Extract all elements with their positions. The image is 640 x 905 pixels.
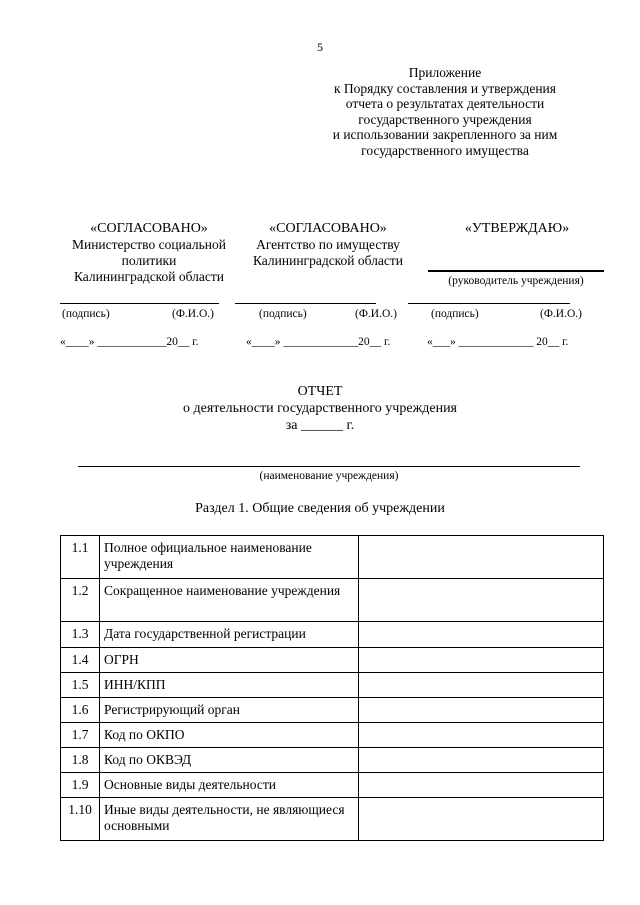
row-number: 1.2 xyxy=(61,579,100,622)
institution-name-line xyxy=(78,466,580,467)
table-row xyxy=(61,698,604,723)
row-number: 1.9 xyxy=(61,773,100,798)
row-number: 1.10 xyxy=(61,798,100,841)
row-value-cell[interactable] xyxy=(359,773,604,798)
row-number: 1.8 xyxy=(61,748,100,773)
page-number: 5 xyxy=(317,40,323,54)
report-title-block xyxy=(120,383,520,434)
approval-block-director xyxy=(428,221,606,237)
row-value-cell[interactable] xyxy=(359,723,604,748)
row-value-cell[interactable] xyxy=(359,579,604,622)
row-label: Иные виды деятельности, не являющиеся основными xyxy=(100,798,359,841)
row-number: 1.7 xyxy=(61,723,100,748)
table-row xyxy=(61,622,604,648)
row-value-cell[interactable] xyxy=(359,648,604,673)
date-line: «____» ____________20__ г. xyxy=(60,336,199,348)
approval-org-line: политики xyxy=(121,253,177,268)
section-title: Раздел 1. Общие сведения об учреждении xyxy=(195,501,445,516)
row-value-cell[interactable] xyxy=(359,748,604,773)
table-row xyxy=(61,536,604,579)
appendix-line: к Порядку составления и утверждения xyxy=(334,80,556,96)
institution-name-caption: (наименование учреждения) xyxy=(259,470,399,482)
general-info-table xyxy=(60,535,604,841)
approval-org-line: Агентство по имуществу xyxy=(256,237,400,252)
row-number: 1.5 xyxy=(61,673,100,698)
appendix-line: государственного учреждения xyxy=(358,111,532,127)
appendix-header xyxy=(290,65,600,158)
row-label: Дата государственной регистрации xyxy=(100,622,359,648)
position-caption: (руководитель учреждения) xyxy=(448,275,584,287)
row-number: 1.4 xyxy=(61,648,100,673)
approval-title: «СОГЛАСОВАНО» xyxy=(90,221,208,236)
table-row xyxy=(61,748,604,773)
table-row xyxy=(61,673,604,698)
appendix-line: Приложение xyxy=(408,65,482,80)
approval-title: «СОГЛАСОВАНО» xyxy=(269,221,387,236)
approval-org-line: Калининградской области xyxy=(252,253,404,268)
signature-line xyxy=(408,303,570,304)
approval-org-line: Калининградской области xyxy=(73,269,225,284)
report-subtitle: о деятельности государственного учреждения xyxy=(182,401,457,416)
name-caption: (Ф.И.О.) xyxy=(355,308,397,320)
row-value-cell[interactable] xyxy=(359,673,604,698)
position-line xyxy=(428,270,604,272)
row-number: 1.6 xyxy=(61,698,100,723)
row-value-cell[interactable] xyxy=(359,622,604,648)
row-label: ОГРН xyxy=(100,648,359,673)
appendix-line: и использовании закрепленного за ним xyxy=(332,127,558,142)
table-row xyxy=(61,648,604,673)
signature-caption: (подпись) xyxy=(62,308,110,320)
signature-caption: (подпись) xyxy=(259,308,307,320)
appendix-line: государственного имущества xyxy=(361,142,529,158)
appendix-line: отчета о результатах деятельности xyxy=(345,96,545,111)
row-number: 1.3 xyxy=(61,622,100,648)
row-label: Код по ОКВЭД xyxy=(100,748,359,773)
table-row xyxy=(61,773,604,798)
table-row xyxy=(61,798,604,841)
table-row xyxy=(61,579,604,622)
row-label: ИНН/КПП xyxy=(100,673,359,698)
signature-line xyxy=(235,303,376,304)
row-number: 1.1 xyxy=(61,536,100,579)
approval-block-ministry xyxy=(58,221,240,285)
report-title: ОТЧЕТ xyxy=(297,384,343,399)
row-label: Код по ОКПО xyxy=(100,723,359,748)
report-period: за ______ г. xyxy=(285,418,355,433)
approval-block-agency xyxy=(240,221,416,269)
row-label: Регистрирующий орган xyxy=(100,698,359,723)
row-label: Основные виды деятельности xyxy=(100,773,359,798)
row-label: Сокращенное наименование учреждения xyxy=(100,579,359,622)
date-line: «___» _____________ 20__ г. xyxy=(427,336,569,348)
row-value-cell[interactable] xyxy=(359,698,604,723)
row-label: Полное официальное наименование учреждения xyxy=(100,536,359,579)
approval-org-line: Министерство социальной xyxy=(71,237,226,252)
signature-line xyxy=(60,303,219,304)
name-caption: (Ф.И.О.) xyxy=(172,308,214,320)
date-line: «____» _____________20__ г. xyxy=(246,336,391,348)
signature-caption: (подпись) xyxy=(431,308,479,320)
row-value-cell[interactable] xyxy=(359,798,604,841)
approval-title: «УТВЕРЖДАЮ» xyxy=(464,221,570,236)
table-row xyxy=(61,723,604,748)
name-caption: (Ф.И.О.) xyxy=(540,308,582,320)
row-value-cell[interactable] xyxy=(359,536,604,579)
